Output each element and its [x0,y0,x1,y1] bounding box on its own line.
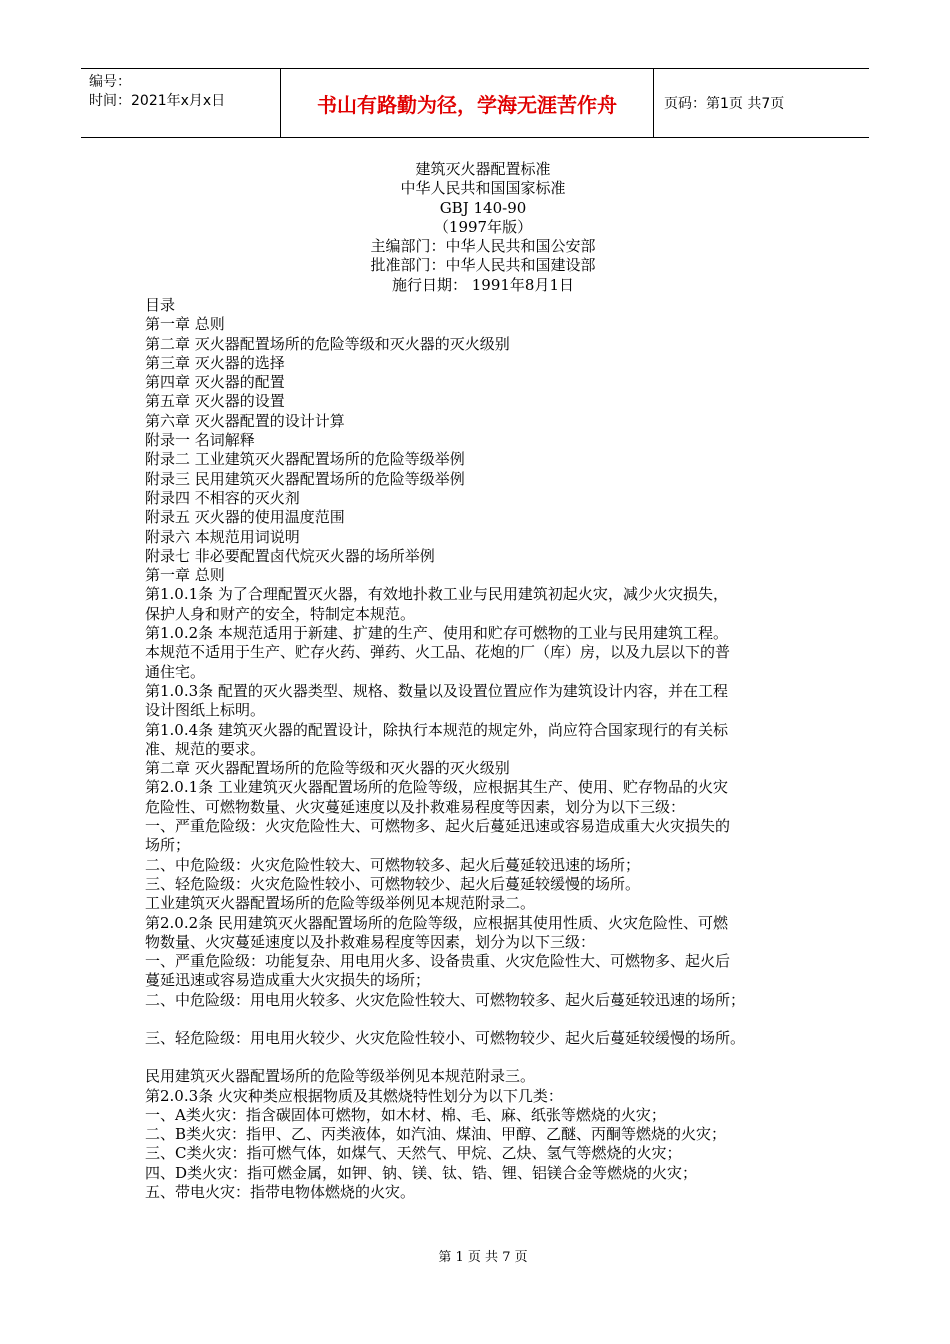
body-line: 第2.0.3条 火灾种类应根据物质及其燃烧特性划分为以下几类： [145,1086,563,1105]
body-line: 三、轻危险级：用电用火较少、火灾危险性较小、可燃物较少、起火后蔓延较缓慢的场所。 [145,1028,746,1047]
body-line: 一、严重危险级：火灾危险性大、可燃物多、起火后蔓延迅速或容易造成重大火灾损失的 [145,817,731,836]
body-line: 二、中危险级：用电用火较多、火灾危险性较大、可燃物较多、起火后蔓延较迅速的场所； [145,990,746,1009]
body-line: 第1.0.3条 配置的灭火器类型、规格、数量以及设置位置应作为建筑设计内容，并在工程 [145,681,728,700]
doc-approval-dept: 批准部门：中华人民共和国建设部 [370,256,596,275]
code-label: 编号： [89,74,131,90]
body-line [145,1048,825,1067]
body-line: 第二章 灭火器配置场所的危险等级和灭火器的灭火级别 [145,334,510,353]
doc-code: GBJ 140-90 [439,198,527,217]
header-slogan: 书山有路勤为径，学海无涯苦作舟 [281,69,654,137]
body-line: 第2.0.2条 民用建筑灭火器配置场所的危险等级，应根据其使用性质、火灾危险性、可燃 [145,913,728,932]
body-line: 保护人身和财产的安全，特制定本规范。 [145,604,416,623]
header-page-info: 页码：第1页 共7页 [664,96,785,112]
body-line: 第1.0.4条 建筑灭火器的配置设计，除执行本规范的规定外，尚应符合国家现行的有关标 [145,720,728,739]
body-line: 第一章 总则 [145,315,225,334]
body-line: 附录一 名词解释 [145,431,255,450]
body-line: 第一章 总则 [145,566,225,585]
page-header [81,68,869,138]
body-line: 设计图纸上标明。 [145,701,266,720]
body-line: 通住宅。 [145,662,206,681]
body-line: 三、轻危险级：火灾危险性较小、可燃物较少、起火后蔓延较缓慢的场所。 [145,874,641,893]
document-body [145,296,825,1202]
body-line: 物数量、火灾蔓延速度以及扑救难易程度等因素，划分为以下三级： [145,932,596,951]
body-line: 准、规范的要求。 [145,739,266,758]
body-line: 第六章 灭火器配置的设计计算 [145,411,345,430]
doc-subtitle: 中华人民共和国国家标准 [400,179,566,198]
body-line: 一、严重危险级：功能复杂、用电用火多、设备贵重、火灾危险性大、可燃物多、起火后 [145,952,731,971]
body-line: 危险性、可燃物数量、火灾蔓延速度以及扑救难易程度等因素，划分为以下三级： [145,797,686,816]
body-line: 第五章 灭火器的设置 [145,392,285,411]
page-footer: 第 1 页 共 7 页 [438,1250,528,1265]
body-line [145,1010,825,1029]
body-line: 第四章 灭火器的配置 [145,373,285,392]
doc-title: 建筑灭火器配置标准 [415,160,551,178]
header-meta [81,69,281,137]
body-line: 目录 [145,296,176,314]
body-line: 三、C类火灾：指可燃气体，如煤气、天然气、甲烷、乙炔、氢气等燃烧的火灾； [145,1144,682,1163]
body-line: 第二章 灭火器配置场所的危险等级和灭火器的灭火级别 [145,759,510,778]
body-line: 二、中危险级：火灾危险性较大、可燃物较多、起火后蔓延较迅速的场所； [145,855,641,874]
body-line: 第三章 灭火器的选择 [145,353,285,372]
body-line: 第1.0.1条 为了合理配置灭火器，有效地扑救工业与民用建筑初起火灾，减少火灾损失， [145,585,728,604]
body-line: 附录五 灭火器的使用温度范围 [145,508,345,527]
body-line: 五、带电火灾：指带电物体燃烧的火灾。 [145,1183,416,1202]
body-line: 工业建筑灭火器配置场所的危险等级举例见本规范附录二。 [145,894,536,913]
body-line: 第2.0.1条 工业建筑灭火器配置场所的危险等级，应根据其生产、使用、贮存物品的火灾 [145,778,728,797]
body-line: 附录三 民用建筑灭火器配置场所的危险等级举例 [145,469,465,488]
doc-edition: （1997年版） [433,217,533,236]
body-line: 附录二 工业建筑灭火器配置场所的危险等级举例 [145,450,465,469]
body-line: 一、A类火灾：指含碳固体可燃物，如木材、棉、毛、麻、纸张等燃烧的火灾； [145,1105,666,1124]
body-line: 蔓延迅速或容易造成重大火灾损失的场所； [145,971,431,990]
body-line: 附录七 非必要配置卤代烷灭火器的场所举例 [145,546,435,565]
doc-editor-dept: 主编部门：中华人民共和国公安部 [370,237,596,256]
body-line: 第1.0.2条 本规范适用于新建、扩建的生产、使用和贮存可燃物的工业与民用建筑工程。 [145,624,728,643]
body-line: 二、B类火灾：指甲、乙、丙类液体，如汽油、煤油、甲醇、乙醚、丙酮等燃烧的火灾； [145,1125,727,1144]
doc-effective-date: 施行日期： 1991年8月1日 [391,275,575,294]
body-line: 四、D类火灾：指可燃金属，如钾、钠、镁、钛、锆、锂、铝镁合金等燃烧的火灾； [145,1163,698,1182]
body-line: 附录四 不相容的灭火剂 [145,488,300,507]
body-line: 场所； [145,836,191,855]
time-label: 时间：2021年x月x日 [89,93,226,109]
body-line: 附录六 本规范用词说明 [145,527,300,546]
document-titles [0,160,950,295]
body-line: 本规范不适用于生产、贮存火药、弹药、火工品、花炮的厂（库）房，以及九层以下的普 [145,643,731,662]
body-line: 民用建筑灭火器配置场所的危险等级举例见本规范附录三。 [145,1067,536,1086]
